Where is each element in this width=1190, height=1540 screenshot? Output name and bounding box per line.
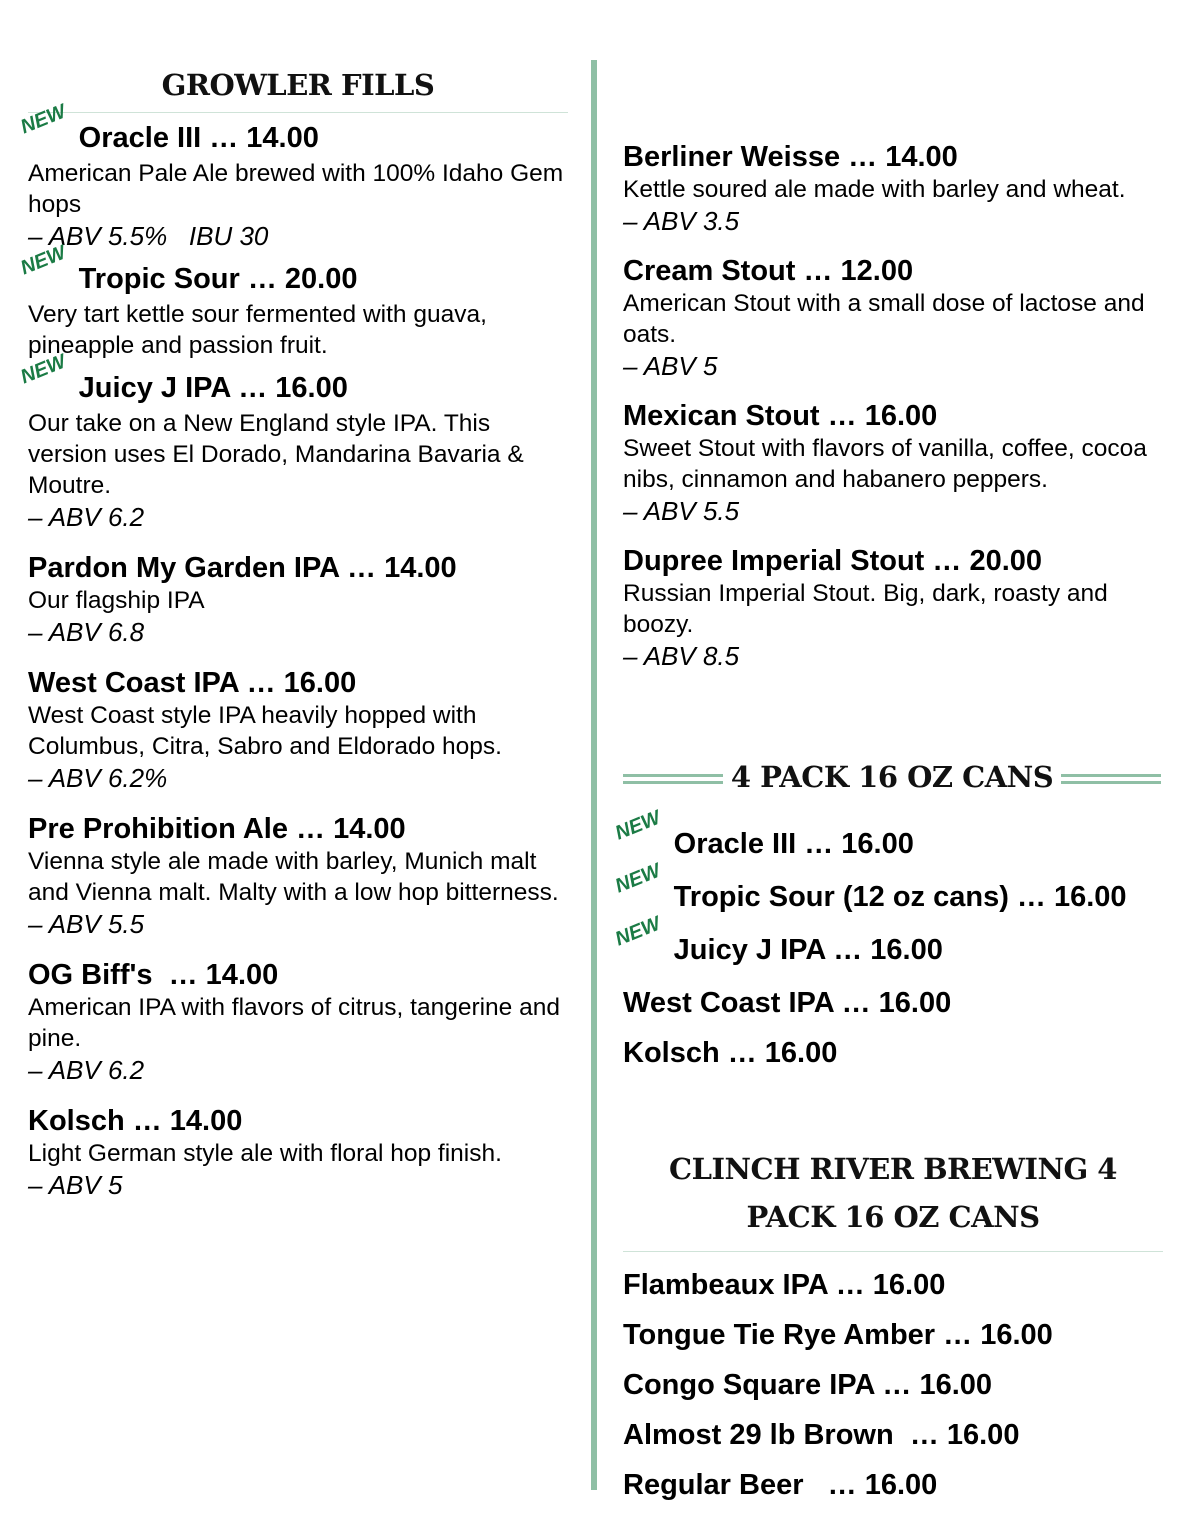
double-rule-left	[623, 774, 723, 784]
item-name: West Coast IPA … 16.00	[28, 667, 357, 699]
item-name: Almost 29 lb Brown … 16.00	[623, 1419, 1020, 1451]
can-item	[623, 985, 1163, 1021]
item-description: Our take on a New England style IPA. This version uses El Dorado, Mandarina Bavaria & Moutre.	[28, 410, 524, 499]
item-description: American Pale Ale brewed with 100% Idaho Gem hops	[28, 160, 564, 218]
section-rule	[28, 112, 568, 113]
item-description: Russian Imperial Stout. Big, dark, roasty and boozy.	[623, 580, 1108, 638]
new-badge: NEW	[17, 350, 70, 389]
item-description: Sweet Stout with flavors of vanilla, coffee, cocoa nibs, cinnamon and habanero peppers.	[623, 435, 1147, 493]
item-abv: – ABV 3.5	[623, 206, 740, 236]
item-description: American Stout with a small dose of lactose and oats.	[623, 290, 1145, 348]
menu-item	[623, 254, 1163, 382]
menu-item	[28, 551, 568, 648]
item-name: Juicy J IPA … 16.00	[673, 934, 943, 966]
item-abv: – ABV 6.2	[28, 502, 145, 532]
item-abv: – ABV 6.2	[28, 1055, 145, 1085]
growler-fills-continued	[623, 140, 1163, 672]
item-abv: – ABV 5.5	[623, 496, 740, 526]
menu-item	[17, 241, 568, 361]
item-description: Kettle soured ale made with barley and wheat.	[623, 176, 1126, 203]
item-name: OG Biff's … 14.00	[28, 959, 279, 991]
column-divider	[591, 60, 597, 1490]
item-name: Mexican Stout … 16.00	[623, 400, 938, 432]
item-name: Regular Beer … 16.00	[623, 1469, 938, 1501]
menu-item	[28, 958, 568, 1086]
item-name: West Coast IPA … 16.00	[623, 987, 952, 1019]
item-name: Tropic Sour (12 oz cans) … 16.00	[673, 881, 1127, 913]
menu-item	[28, 666, 568, 794]
menu-item	[623, 140, 1163, 237]
item-name: Juicy J IPA … 16.00	[78, 372, 348, 404]
growler-list	[17, 100, 568, 1201]
section-title-cans: 4 PACK 16 OZ CANS	[730, 760, 1054, 794]
menu-item	[623, 544, 1163, 672]
item-abv: – ABV 5	[623, 351, 718, 381]
item-description: Vienna style ale made with barley, Munich malt and Vienna malt. Malty with a low hop bitterness.	[28, 848, 559, 906]
clinch-river-section	[623, 1145, 1163, 1510]
item-abv: – ABV 5	[28, 1170, 123, 1200]
item-description: Light German style ale with floral hop finish.	[28, 1140, 502, 1167]
item-description: Our flagship IPA	[28, 587, 205, 614]
menu-item	[17, 350, 568, 533]
double-rule-right	[1061, 774, 1161, 784]
can-item	[612, 912, 1163, 971]
clinch-list	[623, 1260, 1163, 1510]
new-badge: NEW	[17, 241, 70, 280]
item-name: Oracle III … 14.00	[78, 122, 319, 154]
section-title-clinch: CLINCH RIVER BREWING 4 PACK 16 OZ CANS	[669, 1152, 1117, 1234]
menu-item	[28, 812, 568, 940]
item-abv: – ABV 6.2%	[28, 763, 168, 793]
new-badge: NEW	[612, 859, 664, 898]
new-badge: NEW	[17, 100, 70, 139]
menu-item	[17, 100, 568, 252]
item-description: West Coast style IPA heavily hopped with Columbus, Citra, Sabro and Eldorado hops.	[28, 702, 502, 760]
item-name: Pardon My Garden IPA … 14.00	[28, 552, 457, 584]
item-name: Dupree Imperial Stout … 20.00	[623, 545, 1043, 577]
item-name: Flambeaux IPA … 16.00	[623, 1269, 946, 1301]
cans-section-header	[623, 760, 1163, 800]
item-abv: – ABV 5.5	[28, 909, 145, 939]
can-item	[612, 859, 1163, 918]
section-title-growler: GROWLER FILLS	[161, 68, 435, 102]
can-item	[623, 1035, 1163, 1071]
item-description: American IPA with flavors of citrus, tangerine and pine.	[28, 994, 560, 1052]
item-name: Tropic Sour … 20.00	[78, 263, 358, 295]
growler-fills-section	[17, 68, 568, 1201]
new-badge: NEW	[612, 806, 664, 845]
item-name: Cream Stout … 12.00	[623, 255, 914, 287]
section-rule	[623, 1251, 1163, 1252]
item-abv: – ABV 5.5% IBU 30	[28, 221, 269, 251]
item-name: Kolsch … 14.00	[28, 1105, 243, 1137]
new-badge: NEW	[612, 912, 664, 951]
item-abv: – ABV 6.8	[28, 617, 145, 647]
item-name: Oracle III … 16.00	[673, 828, 914, 860]
item-name: Berliner Weisse … 14.00	[623, 141, 958, 173]
item-name: Kolsch … 16.00	[623, 1037, 838, 1069]
menu-item	[623, 399, 1163, 527]
cans-list	[612, 806, 1163, 1085]
item-name: Tongue Tie Rye Amber … 16.00	[623, 1319, 1053, 1351]
item-description: Very tart kettle sour fermented with guava, pineapple and passion fruit.	[28, 301, 487, 359]
can-item	[612, 806, 1163, 865]
item-name: Pre Prohibition Ale … 14.00	[28, 813, 406, 845]
item-abv: – ABV 8.5	[623, 641, 740, 671]
menu-item	[28, 1104, 568, 1201]
item-name: Congo Square IPA … 16.00	[623, 1369, 993, 1401]
